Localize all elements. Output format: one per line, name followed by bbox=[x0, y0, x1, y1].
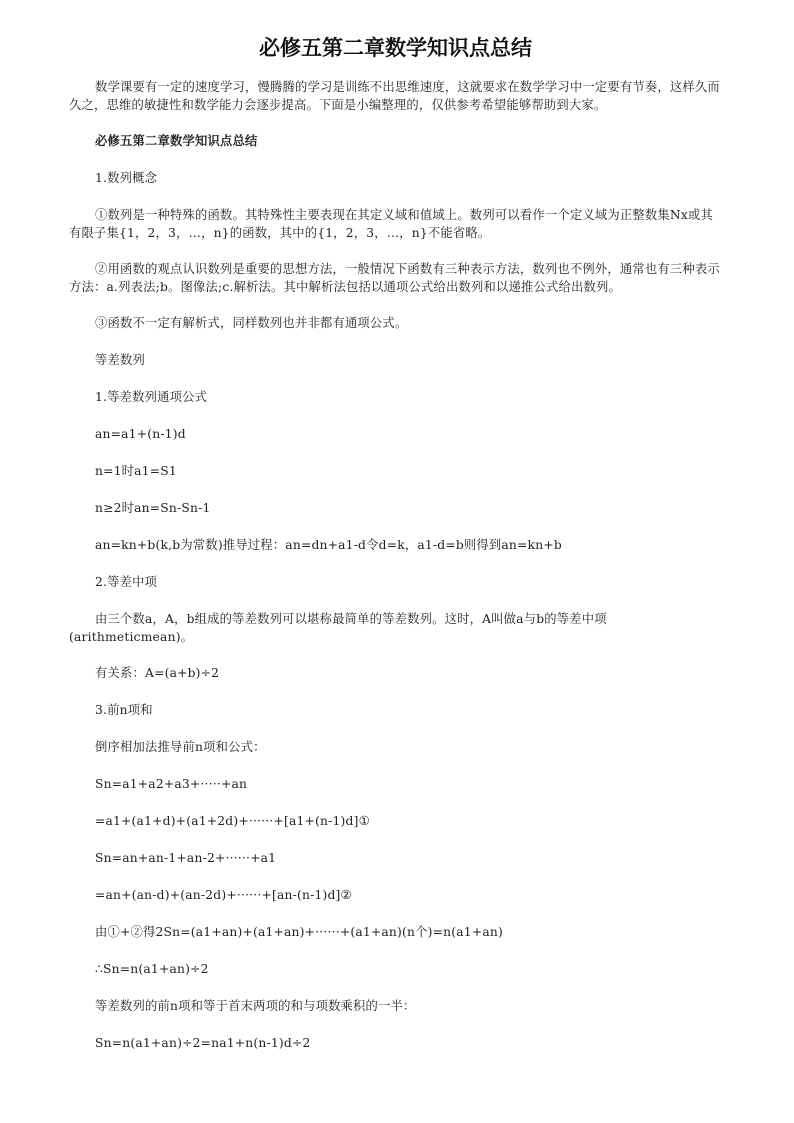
concept-paragraph-2: ②用函数的观点认识数列是重要的思想方法，一般情况下函数有三种表示方法，数列也不例外，通常也有三种表示方法：a.列表法;b。图像法;c.解析法。其中解析法包括以通项公式给出数列和以递推公式给出数列。 bbox=[69, 262, 720, 294]
partial-sum-summary: 等差数列的前n项和等于首末两项的和与项数乘积的一半： bbox=[95, 999, 416, 1013]
formula-line: 由①+②得2Sn=(a1+an)+(a1+an)+······+(a1+an)(n个)=n(a1+an) bbox=[95, 925, 503, 939]
concept-paragraph-3: ③函数不一定有解析式，同样数列也并非都有通项公式。 bbox=[95, 316, 408, 330]
formula-line: =a1+(a1+d)+(a1+2d)+······+[a1+(n-1)d]① bbox=[95, 814, 370, 828]
arithmetic-mean-heading: 2.等差中项 bbox=[95, 575, 158, 589]
partial-sum-heading: 3.前n项和 bbox=[95, 703, 153, 717]
concept-heading: 1.数列概念 bbox=[95, 171, 158, 185]
formula-line: Sn=a1+a2+a3+·····+an bbox=[95, 777, 248, 791]
formula-line: Sn=an+an-1+an-2+······+a1 bbox=[95, 851, 277, 865]
arithmetic-sequence-heading: 等差数列 bbox=[95, 353, 145, 367]
document-body bbox=[69, 78, 722, 1052]
general-term-heading: 1.等差数列通项公式 bbox=[95, 390, 208, 404]
formula-line: 有关系：A=(a+b)÷2 bbox=[95, 666, 220, 680]
formula-line: =an+(an-d)+(an-2d)+······+[an-(n-1)d]② bbox=[95, 888, 352, 902]
formula-line: ∴Sn=n(a1+an)÷2 bbox=[95, 962, 209, 976]
formula-line: n≥2时an=Sn-Sn-1 bbox=[95, 501, 211, 515]
arithmetic-mean-paragraph: 由三个数a，A，b组成的等差数列可以堪称最简单的等差数列。这时，A叫做a与b的等差中项(arithmeticmean)。 bbox=[69, 612, 607, 644]
concept-paragraph-1: ①数列是一种特殊的函数。其特殊性主要表现在其定义域和值域上。数列可以看作一个定义域为正整数集Nx或其有限子集{1，2，3，…，n}的函数，其中的{1，2，3，…，n}不能省略。 bbox=[69, 208, 713, 240]
intro-paragraph: 数学课要有一定的速度学习，慢腾腾的学习是训练不出思维速度，这就要求在数学学习中一定要有节奏，这样久而久之，思维的敏捷性和数学能力会逐步提高。下面是小编整理的，仅供参考希望能够帮助到大家。 bbox=[69, 80, 720, 112]
page-title: 必修五第二章数学知识点总结 bbox=[259, 36, 532, 60]
formula-line: an=kn+b(k,b为常数)推导过程：an=dn+a1-d令d=k，a1-d=b则得到an=kn+b bbox=[95, 538, 562, 552]
partial-sum-intro: 倒序相加法推导前n项和公式： bbox=[95, 740, 266, 754]
formula-line: an=a1+(n-1)d bbox=[95, 427, 186, 441]
formula-line: n=1时a1=S1 bbox=[95, 464, 177, 478]
section-heading: 必修五第二章数学知识点总结 bbox=[95, 133, 258, 148]
formula-line: Sn=n(a1+an)÷2=na1+n(n-1)d÷2 bbox=[95, 1036, 311, 1050]
